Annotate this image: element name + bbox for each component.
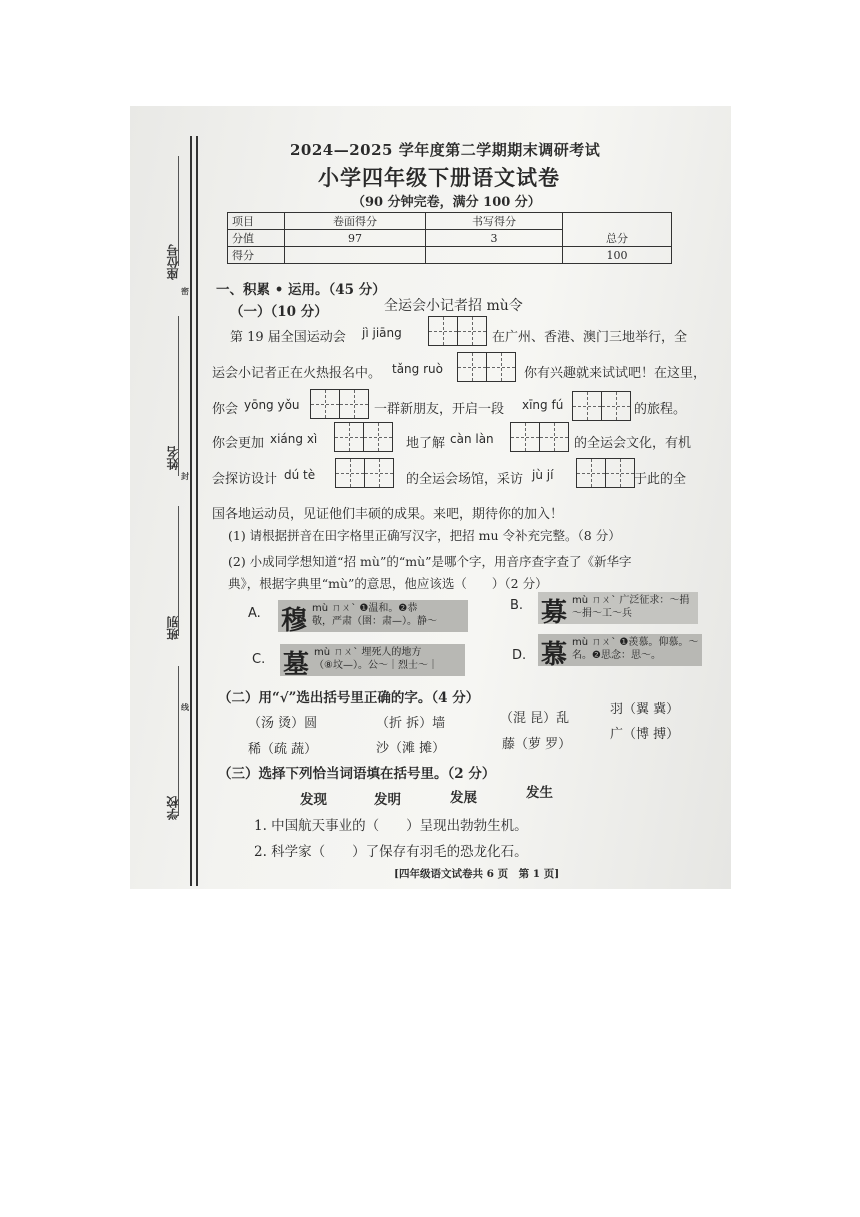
writing-grid-yongyou[interactable]	[310, 389, 369, 419]
part1-label: （一）（10 分）	[230, 304, 328, 320]
part2-item[interactable]: （折 拆）墙	[376, 716, 446, 731]
table-cell: 总分	[563, 213, 672, 247]
passage-line6: 国各地运动员，见证他们丰硕的成果。来吧，期待你的加入！	[212, 507, 564, 522]
seat-number-label: 座位号	[166, 244, 180, 280]
table-cell: 97	[285, 230, 426, 247]
writing-grid-jijiang[interactable]	[428, 316, 487, 346]
part2-item[interactable]: 沙（滩 摊）	[376, 741, 446, 756]
part2-item[interactable]: （汤 烫）圆	[248, 716, 318, 731]
passage-line4-pinyin2: càn làn	[450, 432, 494, 446]
option-c-char: 墓	[283, 650, 310, 680]
passage-line5-pre: 会探访设计	[212, 472, 278, 487]
word-bank-item: 发生	[526, 785, 553, 801]
page-footer: [四年级语文试卷共 6 页 第 1 页]	[394, 868, 560, 880]
writing-grid-tangruo[interactable]	[457, 352, 516, 382]
part2-heading: （二）用“√”选出括号里正确的字。（4 分）	[218, 690, 480, 706]
option-c-text: mù ㄇㄨˋ 埋死人的地方 （⑧坟—）。公～｜烈士～｜	[314, 647, 438, 671]
fill-question-1: 1. 中国航天事业的（ ）呈现出勃勃生机。	[254, 818, 528, 834]
table-cell: 得分	[228, 247, 285, 264]
writing-grid-dute[interactable]	[335, 458, 394, 488]
passage-line5-mid: 的全运会场馆，采访	[406, 472, 524, 487]
passage-line3-pinyin: yōng yǒu	[244, 398, 300, 412]
option-d-letter[interactable]: D.	[512, 648, 527, 663]
part3-heading: （三）选择下列恰当词语填在括号里。（2 分）	[218, 766, 496, 782]
option-b-letter[interactable]: B.	[510, 598, 524, 613]
table-cell: 100	[563, 247, 672, 264]
part2-item[interactable]: 稀（疏 蔬）	[248, 742, 318, 757]
seal-mark-1: 密	[181, 286, 189, 296]
passage-line5-pinyin: dú tè	[284, 468, 316, 482]
table-cell	[285, 247, 426, 264]
option-c-letter[interactable]: C.	[252, 652, 266, 667]
section1-heading: 一、积累 • 运用。（45 分）	[216, 282, 386, 298]
seal-mark-3: 线	[181, 702, 189, 712]
table-cell: 书写得分	[426, 213, 563, 230]
part2-item[interactable]: 羽（翼 冀）	[610, 702, 680, 717]
passage-line2-post: 你有兴趣就来试试吧！在这里，	[524, 366, 707, 381]
option-a-dict-entry	[278, 600, 468, 636]
option-b-text: mù ㄇㄨˋ 广泛征求：～捐 ～捐～工～兵	[572, 595, 690, 619]
question-1: (1) 请根据拼音在田字格里正确写汉字，把招 mu 令补充完整。（8 分）	[228, 528, 621, 543]
word-bank-item: 发现	[300, 792, 327, 808]
class-label: 班别	[166, 616, 180, 640]
table-cell: 3	[426, 230, 563, 247]
exam-title-line1: 2024—2025 学年度第二学期期末调研考试	[290, 141, 601, 159]
part2-item[interactable]: 广（博 搏）	[610, 727, 680, 742]
score-row-obtained	[228, 247, 672, 264]
school-label: 学校	[166, 796, 180, 820]
table-cell: 卷面得分	[285, 213, 426, 230]
writing-grid-xingfu[interactable]	[572, 391, 631, 421]
passage-line3-mid: 一群新朋友，开启一段	[374, 402, 505, 417]
passage-line4-post: 的全运会文化，有机	[574, 436, 692, 451]
question-2-line1: (2) 小成同学想知道“招 mù”的“mù”是哪个字，用音序查字查了《新华字	[228, 554, 632, 569]
passage-line2-pre: 运会小记者正在火热报名中。	[212, 366, 382, 381]
question-2-line2: 典》，根据字典里“mù”的意思，他应该选（ ）（2 分）	[228, 576, 548, 591]
part2-item[interactable]: 藤（萝 罗）	[502, 737, 572, 752]
passage-line1-pinyin: jì jiāng	[362, 326, 402, 340]
option-d-dict-entry	[538, 634, 702, 670]
exam-paper-photo	[130, 106, 731, 889]
exam-title-note: （90 分钟完卷，满分 100 分）	[352, 195, 541, 210]
passage-title: 全运会小记者招 mù令	[384, 298, 523, 314]
fill-question-2: 2. 科学家（ ）了保存有羽毛的恐龙化石。	[254, 844, 528, 860]
writing-grid-xiangxi[interactable]	[334, 422, 393, 452]
option-b-dict-entry	[538, 592, 698, 628]
table-cell: 项目	[228, 213, 285, 230]
passage-line3-pinyin2: xīng fú	[522, 398, 564, 412]
option-d-char: 慕	[541, 640, 568, 670]
passage-line1-post: 在广州、香港、澳门三地举行，全	[492, 330, 688, 345]
exam-title-main: 小学四年级下册语文试卷	[318, 165, 560, 190]
word-bank-item: 发明	[374, 792, 401, 808]
passage-line4-pinyin: xiáng xì	[270, 432, 318, 446]
passage-line5-post: 于此的全	[634, 472, 687, 487]
table-cell	[426, 247, 563, 264]
writing-grid-juji[interactable]	[576, 458, 635, 488]
option-d-text: mù ㄇㄨˋ ❶羡慕。仰慕。～ 名。❷思念：思～。	[572, 637, 699, 661]
passage-line4-pre: 你会更加	[212, 436, 265, 451]
option-a-letter[interactable]: A.	[248, 606, 261, 621]
passage-line3-pre: 你会	[212, 402, 239, 417]
binding-line-inner	[196, 136, 198, 886]
passage-line4-mid: 地了解	[406, 436, 446, 451]
name-label: 姓名	[166, 446, 180, 470]
passage-line2-pinyin: tǎng ruò	[392, 362, 443, 376]
option-b-char: 募	[541, 598, 568, 628]
school-underline	[178, 666, 179, 816]
table-cell: 分值	[228, 230, 285, 247]
writing-grid-canlan[interactable]	[510, 422, 569, 452]
passage-line5-pinyin2: jù jí	[532, 468, 554, 482]
score-row-header	[228, 213, 672, 230]
seal-mark-2: 封	[181, 471, 189, 481]
binding-line-outer	[190, 136, 192, 886]
option-c-dict-entry	[280, 644, 465, 680]
word-bank-item: 发展	[450, 790, 477, 806]
score-table	[227, 212, 672, 264]
option-a-char: 穆	[281, 606, 308, 636]
part2-item[interactable]: （混 昆）乱	[500, 711, 570, 726]
passage-line3-post: 的旅程。	[634, 402, 687, 417]
passage-line1-pre: 第 19 届全国运动会	[230, 330, 346, 345]
option-a-text: mù ㄇㄨˋ ❶温和。❷恭 敬，严肃（圉：肃—）。静～	[312, 603, 437, 627]
